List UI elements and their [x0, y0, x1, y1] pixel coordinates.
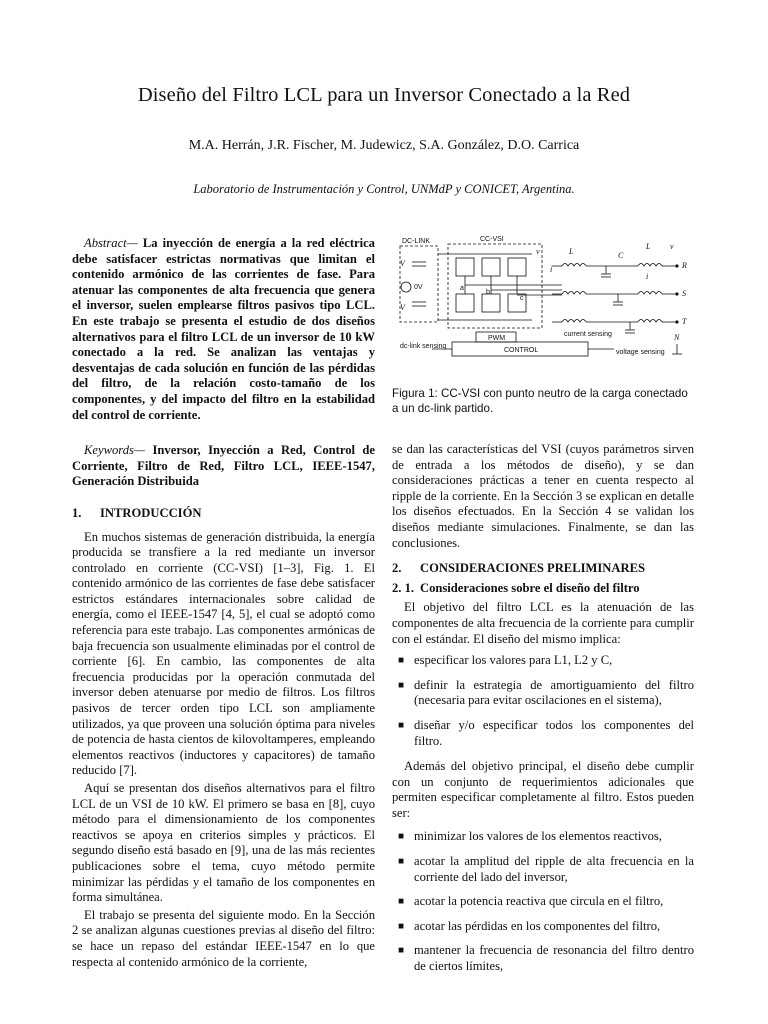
- label-l2: L: [646, 242, 651, 251]
- section-2-1-paragraph: El objetivo del filtro LCL es la atenuación de las componentes de alta frecuencia de la corriente para cumplir con el estándar. El diseño del mismo implica:: [392, 600, 694, 646]
- requirements-list: [392, 653, 694, 749]
- figure-1-caption: Figura 1: CC-VSI con punto neutro de la carga conectado a un dc-link partido.: [392, 387, 688, 415]
- section-2-1-heading: 2. 1. Consideraciones sobre el diseño del filtro: [392, 580, 640, 595]
- label-io: i: [646, 272, 649, 281]
- bullet-icon: ■: [398, 856, 405, 868]
- switch: [456, 258, 474, 276]
- bullet-icon: ■: [398, 831, 405, 843]
- section-1-heading: 1. INTRODUCCIÓN: [72, 505, 202, 520]
- label-current-sensing: current sensing: [564, 331, 612, 338]
- label-s: S: [682, 289, 686, 298]
- list-item: ■ minimizar los valores de los elementos reactivos,: [398, 829, 662, 844]
- abstract-lead: Abstract—: [84, 236, 138, 250]
- label-0v: 0V: [414, 284, 423, 291]
- abstract: [72, 236, 375, 423]
- paper-affiliation: Laboratorio de Instrumentación y Control, UNMdP y CONICET, Argentina.: [193, 182, 575, 196]
- list-item: ■ acotar la potencia reactiva que circula en el filtro,: [398, 894, 664, 909]
- inductor-l1: [562, 264, 586, 267]
- switch: [508, 258, 526, 276]
- list-item: ■ acotar las pérdidas en los componentes del filtro,: [398, 918, 661, 933]
- section-2-heading: 2. CONSIDERACIONES PRELIMINARES: [392, 561, 645, 576]
- list-item: ■ mantener la frecuencia de resonancia del filtro dentro de ciertos límites,: [398, 943, 694, 974]
- list-item: ■ definir la estrategia de amortiguamiento del filtro (necesaria para evitar oscilaciones en el sistema),: [398, 677, 694, 708]
- bullet-icon: ■: [398, 896, 405, 908]
- bullet-icon: ■: [398, 945, 405, 957]
- label-vi: v: [536, 247, 540, 256]
- list-item: ■ acotar la amplitud del ripple de alta frecuencia en la corriente del lado del inversor,: [398, 854, 694, 884]
- label-n: N: [674, 333, 680, 342]
- label-c: C: [618, 251, 624, 260]
- label-dclink: DC-LINK: [402, 238, 431, 245]
- paper-authors: M.A. Herrán, J.R. Fischer, M. Judewicz, S.A. González, D.O. Carrica: [188, 138, 580, 153]
- label-phase-b: b: [486, 289, 490, 296]
- label-vg: v: [670, 242, 674, 251]
- section-1-paragraph: Aquí se presentan dos diseños alternativos para el filtro LCL de un VSI de 10 kW. El primero se basa en [8], cuyo método para el dimensionamiento de los componentes reactivos se apoya en criterios simples y prácticos. El segundo diseño está basado en [9], una de las más recientes publicaciones sobre el tema, cuyo método permite minimizar las pérdidas y el tamaño de los componentes en forma simultánea.: [72, 781, 375, 905]
- list-item: ■ especificar los valores para L1, L2 y C,: [398, 653, 613, 668]
- switch: [482, 258, 500, 276]
- label-l1: L: [569, 247, 574, 256]
- section-1-continued: se dan las características del VSI (cuyos parámetros sirven de entrada a los métodos de diseño), y se dan consideraciones prácticas a tener en cuenta respecto al ripple de la corriente. En la Sección 3 se explican en detalle los diseños efectuados. En la Sección 4 se validan los diseños mediante simulaciones. Finalmente, se dan las conclusiones.: [392, 442, 694, 550]
- keywords: [72, 443, 375, 490]
- label-vdc-top: V: [400, 259, 405, 268]
- section-1-paragraph: En muchos sistemas de generación distribuida, la energía producida se transfiere a la red mediante un inversor controlado en corriente (CC-VSI) [1–3], Fig. 1. El contenido armónico de las corrientes de fase debe satisfacer estrictos estándares internacionales sobre calidad de energía, como el IEEE-1547 [4, 5], el cual se adoptó como referencia para este trabajo. Las componentes armónicas de baja frecuencia son usualmente eliminadas por el control de corriente [6]. En cambio, las componentes de alta frecuencia producidas por la operación conmutada del inversor deben atenuarse por medio de filtros. Los filtros pasivos de tercer orden tipo LCL son ampliamente utilizados, ya que proveen una solución óptima para niveles de potencia de hasta cientos de kilovoltamperes, empleando elementos reactivos (inductores y capacitores) de tamaño reducido [7].: [72, 529, 375, 778]
- label-dclink-sensing: dc-link sensing: [400, 343, 447, 350]
- bullet-icon: ■: [398, 920, 405, 932]
- label-ccvsi: CC-VSI: [480, 236, 504, 243]
- right-column: [392, 442, 694, 975]
- paper-title: Diseño del Filtro LCL para un Inversor Conectado a la Red: [137, 84, 631, 106]
- label-vdc-bottom: V: [400, 303, 405, 312]
- bullet-icon: ■: [398, 679, 405, 691]
- label-t: T: [682, 317, 687, 326]
- bullet-icon: ■: [398, 655, 405, 667]
- label-phase-a: a: [460, 285, 464, 292]
- label-ii: i: [550, 265, 553, 274]
- label-voltage-sensing: voltage sensing: [616, 349, 665, 356]
- label-control: CONTROL: [504, 347, 539, 354]
- figure-1-circuit: [392, 232, 698, 372]
- switch: [456, 294, 474, 312]
- inductor-l2: [638, 264, 662, 267]
- list-item: ■ diseñar y/o especificar todos los componentes del filtro.: [398, 717, 694, 748]
- label-r: R: [682, 261, 687, 270]
- section-1-paragraph: El trabajo se presenta del siguiente modo. En la Sección 2 se analizan algunas cuestiones previas al diseño del filtro: se hace un repaso del estándar IEEE-1547 en lo que respecta al contenido armónico de la corriente,: [72, 907, 375, 969]
- bullet-icon: ■: [398, 719, 405, 731]
- section-2-1-paragraph: Además del objetivo principal, el diseño debe cumplir con un conjunto de requerimientos adicionales que permiten especificar completamente al filtro. Estos pueden ser:: [392, 759, 694, 820]
- keywords-text: Inversor, Inyección a Red, Control de Corriente, Filtro de Red, Filtro LCL, IEEE-1547, Generación Distribuida: [72, 443, 375, 489]
- switch: [482, 294, 500, 312]
- label-phase-c: c: [520, 295, 524, 302]
- abstract-text: La inyección de energía a la red eléctrica debe satisfacer estrictas normativas que limitan el contenido armónico de las corrientes de fase. Para atenuar las componentes de alta frecuencia que genera el inversor, suelen emplearse filtros pasivos tipo LCL. En este trabajo se presenta el estudio de dos diseños alternativos para el filtro LCL de un inversor de 10 kW conectado a la red. Se analizan las ventajas y desventajas de cada solución en función de las pérdidas del filtro, de la relación costo-tamaño de los componentes, y del impacto del filtro en la estabilidad del control de corriente.: [72, 236, 375, 422]
- source-symbol: [401, 282, 411, 292]
- keywords-lead: Keywords—: [84, 443, 146, 458]
- left-column: [72, 236, 375, 970]
- label-pwm: PWM: [488, 335, 506, 342]
- additional-requirements-list: [392, 829, 694, 974]
